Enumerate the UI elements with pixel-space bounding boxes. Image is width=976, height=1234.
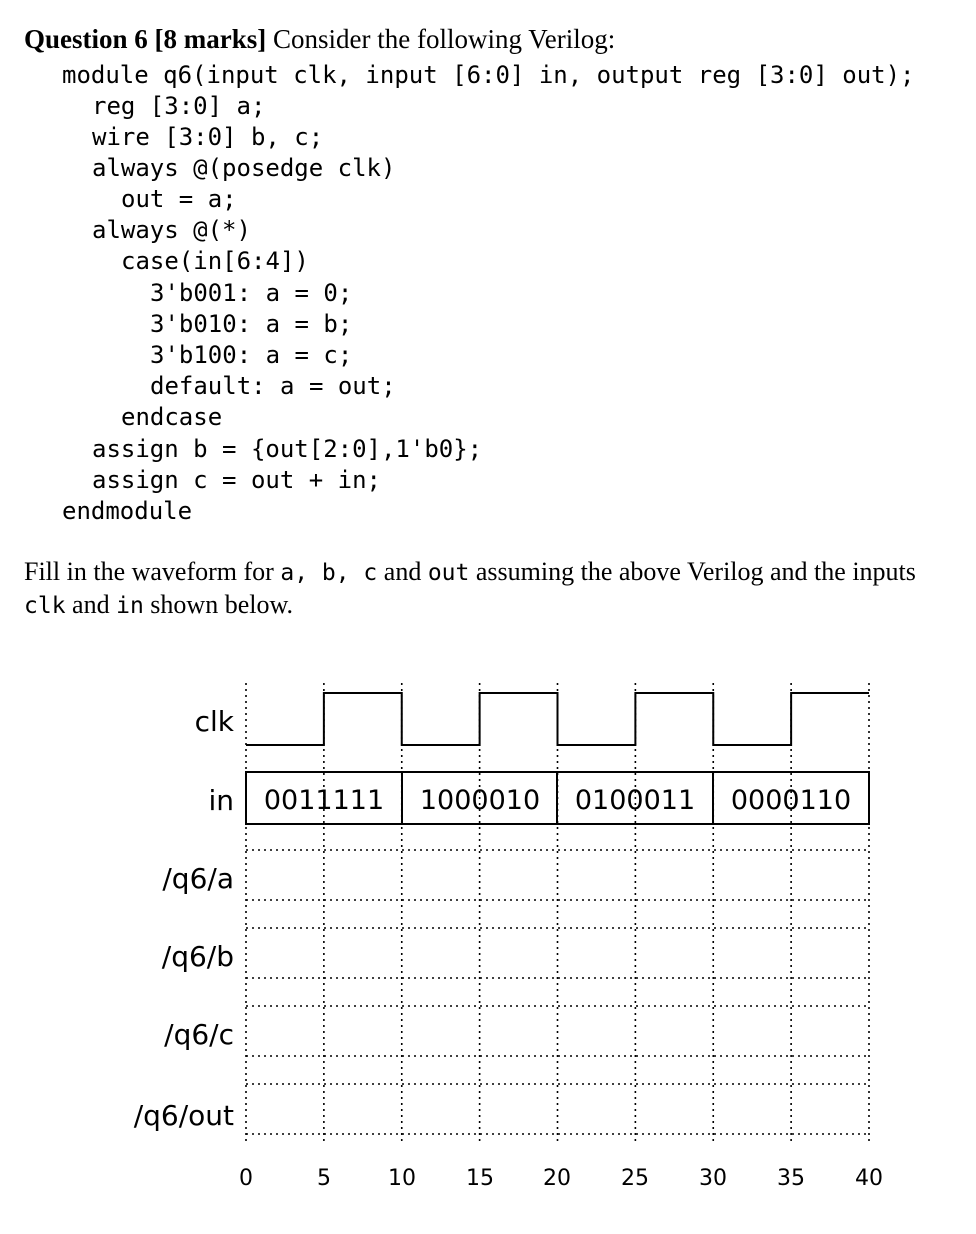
time-tick-label: 35 [777,1166,805,1191]
question-marks: [8 marks] [154,24,267,54]
in-value: 0100011 [574,785,696,816]
code-line: reg [3:0] a; [92,92,266,120]
question-prompt: Consider the following Verilog: [273,24,616,54]
time-tick-label: 15 [466,1166,494,1191]
instr-code: in [116,593,144,619]
code-line: out = a; [121,185,237,213]
instr-text: and [65,590,117,619]
in-value: 0000110 [730,785,852,816]
code-line: 3'b001: a = 0; [150,279,353,307]
code-line: endmodule [62,497,193,525]
label-clk: clk [194,705,234,738]
in-bus-waveform [246,772,869,824]
time-axis [239,1166,883,1191]
instr-text: shown below. [143,590,294,619]
code-line: 3'b010: a = b; [150,310,353,338]
instr-code: out [427,560,470,586]
code-line: always @(posedge clk) [92,154,396,182]
in-value: 0011111 [263,785,385,816]
time-tick-label: 25 [621,1166,649,1191]
time-tick-label: 30 [699,1166,727,1191]
in-value: 1000010 [419,785,541,816]
instr-code: a, b, c [280,560,378,586]
instr-code: clk [24,593,66,619]
time-tick-label: 5 [317,1166,331,1191]
time-tick-label: 0 [239,1166,253,1191]
label-a: /q6/a [162,862,234,895]
clk-waveform [246,693,869,745]
time-tick-label: 40 [855,1166,883,1191]
grid-vertical-lines [246,683,869,1145]
time-tick-label: 20 [543,1166,571,1191]
code-line: case(in[6:4]) [121,247,309,275]
instr-text: Fill in the waveform for [24,557,281,586]
time-tick-label: 10 [388,1166,416,1191]
label-b: /q6/b [161,940,234,973]
question-number: Question 6 [24,24,148,54]
code-line: default: a = out; [150,372,396,400]
code-line: always @(*) [92,216,251,244]
code-line: module q6(input clk, input [6:0] in, output reg [3:0] out); [62,61,915,89]
instr-text: and [377,557,428,586]
code-line: assign b = {out[2:0],1'b0}; [92,435,483,463]
label-out: /q6/out [133,1099,234,1132]
instr-text: assuming the above Verilog and the inputs [469,557,916,586]
code-line: endcase [121,403,223,431]
label-in: in [208,784,234,817]
label-c: /q6/c [164,1018,234,1051]
code-line: wire [3:0] b, c; [92,123,324,151]
code-line: 3'b100: a = c; [150,341,353,369]
code-line: assign c = out + in; [92,466,381,494]
